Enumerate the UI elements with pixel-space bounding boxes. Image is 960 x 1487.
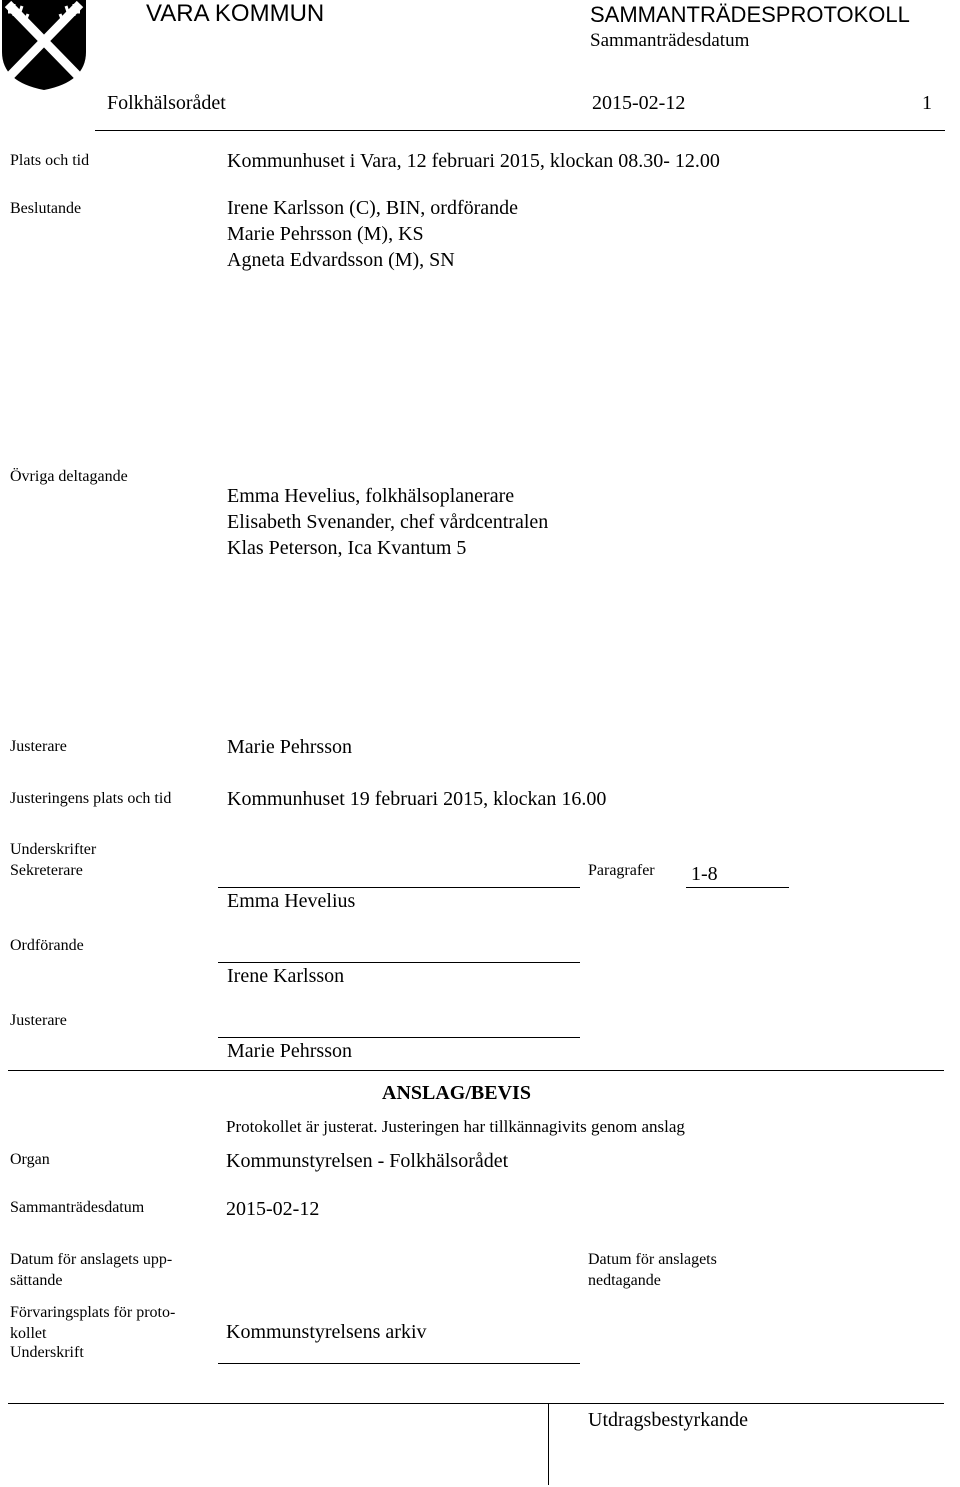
secretary-label: Sekreterare (10, 862, 83, 879)
removal-date-label-cont: nedtagande (588, 1272, 661, 1289)
adjuster-label: Justerare (10, 738, 67, 755)
adjust-place-label: Justeringens plats och tid (10, 790, 172, 807)
notice-title: ANSLAG/BEVIS (382, 1082, 531, 1104)
other-participant: Klas Peterson, Ica Kvantum 5 (227, 537, 467, 559)
deciding-member: Marie Pehrsson (M), KS (227, 223, 424, 245)
body-name: Folkhälsorådet (107, 92, 226, 114)
section-divider (8, 1070, 944, 1071)
signature-adjuster-label: Justerare (10, 1012, 67, 1029)
bottom-vertical-divider (548, 1403, 549, 1485)
adjuster-signature-line (218, 1037, 580, 1038)
deciding-member: Agneta Edvardsson (M), SN (227, 249, 455, 271)
deciding-member: Irene Karlsson (C), BIN, ordförande (227, 197, 519, 219)
other-participant: Emma Hevelius, folkhälsoplanerare (227, 485, 515, 507)
posting-date-label-cont: sättande (10, 1272, 63, 1289)
organ-label: Organ (10, 1151, 50, 1168)
signatures-heading: Underskrifter (10, 841, 97, 858)
deciding-label: Beslutande (10, 200, 82, 217)
secretary-name: Emma Hevelius (227, 890, 356, 912)
secretary-signature-line (218, 887, 580, 888)
place-label: Plats och tid (10, 152, 90, 169)
paragraphs-label: Paragrafer (588, 862, 655, 879)
other-participant: Elisabeth Svenander, chef vårdcentralen (227, 511, 549, 533)
removal-date-label: Datum för anslagets (588, 1251, 717, 1268)
storage-value: Kommunstyrelsens arkiv (226, 1321, 427, 1343)
place-value: Kommunhuset i Vara, 12 februari 2015, klockan 08.30- 12.00 (227, 150, 720, 172)
notice-statement: Protokollet är justerat. Justeringen har tillkännagivits genom anslag (226, 1117, 685, 1136)
organ-value: Kommunstyrelsen - Folkhälsorådet (226, 1150, 509, 1172)
page-number: 1 (922, 92, 932, 114)
org-name: VARA KOMMUN (146, 0, 325, 27)
adjuster-value: Marie Pehrsson (227, 736, 352, 758)
signature-line (218, 1363, 580, 1364)
others-label: Övriga deltagande (10, 468, 128, 485)
bottom-divider (8, 1403, 944, 1404)
header-divider (95, 130, 945, 131)
vara-coat-of-arms-icon (0, 0, 90, 90)
meeting-date-value: 2015-02-12 (226, 1198, 320, 1220)
certified-label: Utdragsbestyrkande (588, 1409, 748, 1431)
header-date: 2015-02-12 (592, 92, 686, 114)
posting-date-label: Datum för anslagets upp- (10, 1251, 173, 1268)
meeting-date-label: Sammanträdesdatum (10, 1199, 145, 1216)
paragraphs-value: 1-8 (691, 863, 718, 885)
chair-name: Irene Karlsson (227, 965, 345, 987)
storage-label-cont: kollet (10, 1325, 47, 1342)
adjust-place-value: Kommunhuset 19 februari 2015, klockan 16.00 (227, 788, 607, 810)
signature-label: Underskrift (10, 1344, 84, 1361)
chair-signature-line (218, 962, 580, 963)
storage-label: Förvaringsplats för proto- (10, 1304, 176, 1321)
chair-label: Ordförande (10, 937, 84, 954)
signature-adjuster-name: Marie Pehrsson (227, 1040, 352, 1062)
document-type: SAMMANTRÄDESPROTOKOLL (590, 2, 910, 27)
header-date-label: Sammanträdesdatum (590, 30, 750, 51)
paragraphs-line (686, 887, 789, 888)
